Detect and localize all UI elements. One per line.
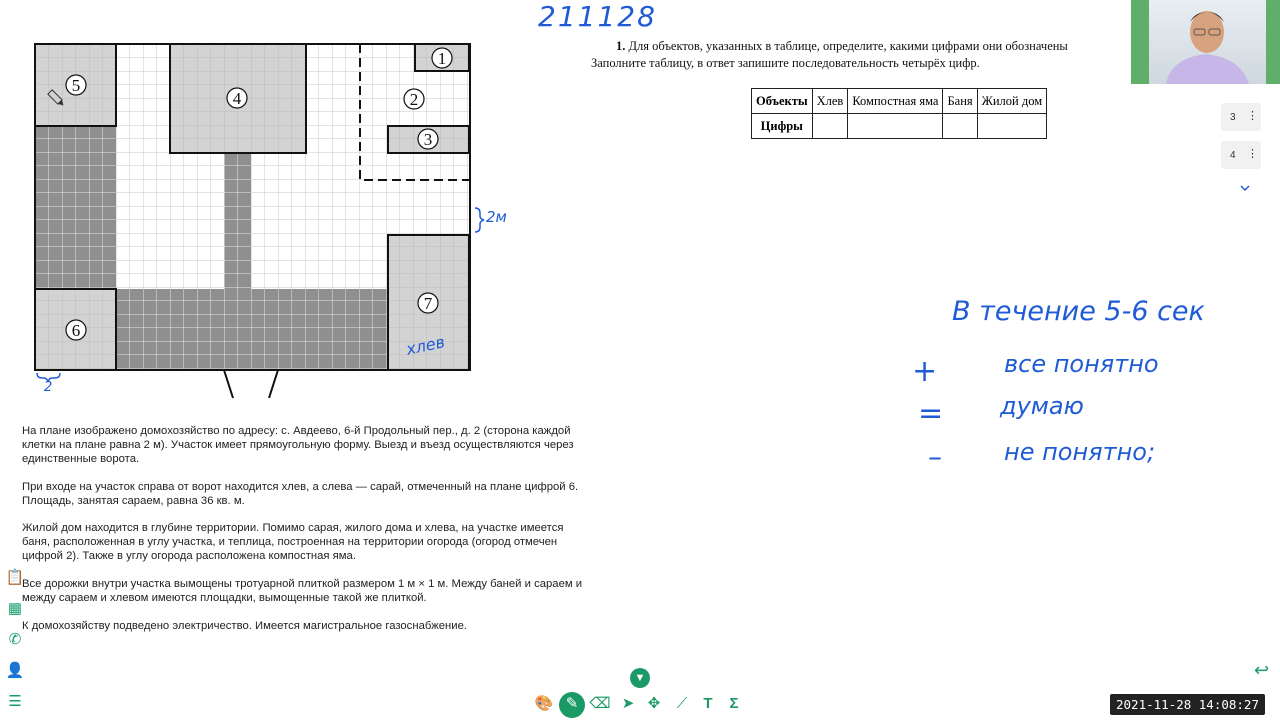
label-4: 4 bbox=[232, 89, 242, 108]
path-left bbox=[35, 126, 116, 290]
table-header-objects: Объекты bbox=[752, 89, 813, 114]
answer-cell-bath[interactable] bbox=[943, 114, 977, 139]
label-5: 5 bbox=[71, 76, 81, 95]
answer-cell-house[interactable] bbox=[977, 114, 1046, 139]
note-minus-text: не понятно; bbox=[1004, 438, 1156, 466]
label-1: 1 bbox=[437, 49, 447, 68]
description-p1: На плане изображено домохозяйство по адресу: с. Авдеево, 6-й Продольный пер., д. 2 (сторона каждой клетки на плане равна 2 м). Участок имеет прямоугольную форму. Выезд и въезд осуществляются через единственные ворота. bbox=[22, 425, 574, 465]
barn-label: хлев bbox=[404, 332, 447, 359]
scale-note: 2м bbox=[486, 208, 507, 226]
chevron-down-icon[interactable] bbox=[1240, 184, 1250, 192]
move-icon[interactable]: ✥ bbox=[647, 695, 661, 712]
note-minus-sign: – bbox=[928, 440, 942, 473]
label-7: 7 bbox=[423, 294, 433, 313]
scale-bracket-icon bbox=[475, 208, 484, 232]
site-plan bbox=[0, 0, 600, 410]
answer-cell-compost[interactable] bbox=[848, 114, 943, 139]
left-sidebar bbox=[4, 566, 30, 721]
table-header-bath: Баня bbox=[943, 89, 977, 114]
marker-tool-icon[interactable]: ✎ bbox=[559, 692, 585, 718]
task-line2: Заполните таблицу, в ответ запишите последовательность четырёх цифр. bbox=[591, 56, 980, 70]
note-plus-sign: + bbox=[912, 354, 938, 389]
note-duration: В течение 5-6 сек bbox=[952, 296, 1205, 327]
menu-icon[interactable]: ☰ bbox=[8, 693, 22, 710]
formula-tool-icon[interactable]: Σ bbox=[729, 695, 739, 712]
eraser-icon[interactable]: ⌫ bbox=[589, 695, 611, 712]
gate-right bbox=[269, 370, 278, 398]
handwritten-date: 211128 bbox=[538, 0, 657, 33]
palette-icon[interactable]: 🎨 bbox=[534, 695, 554, 712]
scale-note-bottom: 2 bbox=[44, 380, 53, 395]
description-p4: Все дорожки внутри участка вымощены тротуарной плиткой размером 1 м × 1 м. Между баней и сараем и между сараем и хлевом имеются площадки, вымощенные такой же плиткой. bbox=[22, 578, 583, 604]
presenter-video bbox=[1131, 0, 1280, 84]
undo-icon[interactable]: ↩ bbox=[1254, 660, 1270, 680]
answer-cell-barn[interactable] bbox=[812, 114, 848, 139]
note-eq-sign: = bbox=[918, 396, 944, 431]
table-row-digits: Цифры bbox=[752, 114, 813, 139]
webcam-overlay bbox=[1131, 0, 1280, 84]
pointer-icon[interactable]: ➤ bbox=[621, 695, 635, 712]
page-thumb-4[interactable]: 4 ⋮ bbox=[1221, 141, 1261, 169]
line-tool-icon[interactable]: ⟋ bbox=[676, 695, 688, 712]
path-center bbox=[224, 153, 251, 289]
table-header-house: Жилой дом bbox=[977, 89, 1046, 114]
table-header-barn: Хлев bbox=[812, 89, 848, 114]
clipboard-icon[interactable]: 📋 bbox=[5, 569, 25, 586]
collapse-toolbar-icon[interactable]: ▼ bbox=[630, 668, 650, 688]
description-p3: Жилой дом находится в глубине территории. Помимо сарая, жилого дома и хлева, на участке имеется баня, расположенная в углу участка, и теплица, построенная на территории огорода (огород отмечен цифрой 2). Также в углу огорода расположена компостная яма. bbox=[22, 522, 564, 562]
description-p5: К домохозяйству подведено электричество. Имеется магистральное газоснабжение. bbox=[22, 620, 468, 632]
answer-table bbox=[751, 88, 1047, 139]
text-tool-icon[interactable]: T bbox=[703, 695, 713, 712]
task-text bbox=[591, 38, 1151, 72]
path-bottom bbox=[116, 289, 388, 370]
label-2: 2 bbox=[409, 90, 419, 109]
task-line1: Для объектов, указанных в таблице, определите, какими цифрами они обозначены bbox=[628, 39, 1068, 53]
label-3: 3 bbox=[423, 130, 433, 149]
table-grid-icon[interactable]: ▦ bbox=[7, 600, 23, 617]
note-plus-text: все понятно bbox=[1004, 350, 1159, 378]
phone-icon[interactable]: ✆ bbox=[8, 631, 22, 648]
task-number: 1. bbox=[616, 39, 626, 53]
table-header-compost: Компостная яма bbox=[848, 89, 943, 114]
page-thumb-3[interactable]: 3 ⋮ bbox=[1221, 103, 1261, 131]
note-eq-text: думаю bbox=[1000, 392, 1084, 420]
description-p2: При входе на участок справа от ворот находится хлев, а слева — сарай, отмеченный на плане цифрой 6. Площадь, занятая сараем, равна 36 кв. м. bbox=[22, 481, 579, 507]
label-6: 6 bbox=[71, 321, 81, 340]
timestamp: 2021-11-28 14:08:27 bbox=[1110, 694, 1265, 715]
add-user-icon[interactable]: 👤 bbox=[5, 662, 25, 679]
gate-left bbox=[224, 370, 233, 398]
